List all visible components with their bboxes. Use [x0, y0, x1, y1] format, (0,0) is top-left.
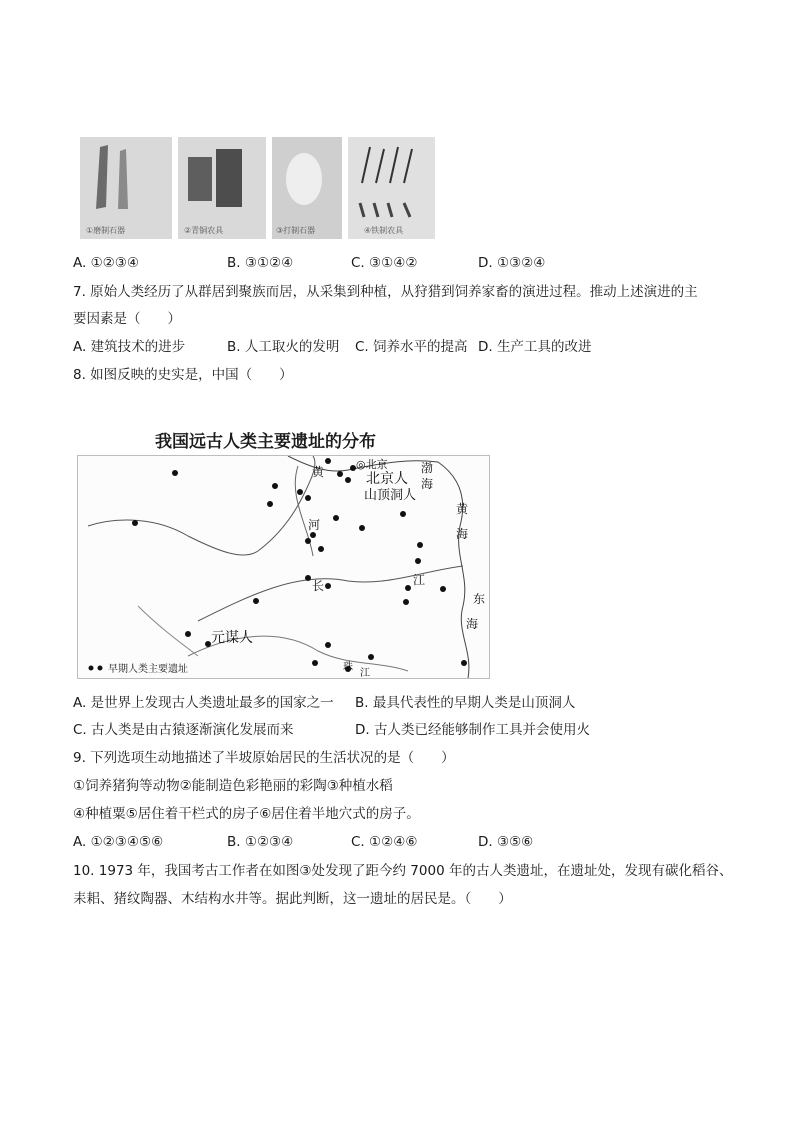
- yellow-sea-label-1: 黄: [456, 502, 469, 516]
- map-legend-label: 早期人类主要遗址: [108, 664, 188, 675]
- q6-option-d[interactable]: D. ①③②④: [478, 255, 546, 271]
- caption-3: ③打制石器: [276, 226, 316, 235]
- yellow-river-label-2: 河: [308, 518, 321, 532]
- q8-option-c[interactable]: C. 古人类是由古猿逐渐演化发展而来: [73, 722, 294, 738]
- yangtze-label-1: 长: [312, 579, 325, 593]
- q7-stem-line1: 7. 原始人类经历了从群居到聚族而居，从采集到种植，从狩猎到饲养家畜的演进过程。推动上述演进的主: [73, 284, 698, 300]
- q8-stem: 8. 如图反映的史实是，中国（ ）: [73, 367, 293, 383]
- yangtze-label-2: 江: [413, 573, 426, 587]
- q7-option-a[interactable]: A. 建筑技术的进步: [73, 339, 186, 355]
- q9-statements-line1: ①饲养猪狗等动物②能制造色彩艳丽的彩陶③种植水稻: [73, 778, 393, 794]
- peking-man-label: 北京人: [366, 471, 408, 487]
- q9-option-b[interactable]: B. ①②③④: [227, 834, 294, 850]
- q7-option-b[interactable]: B. 人工取火的发明: [227, 339, 340, 355]
- q6-option-a[interactable]: A. ①②③④: [73, 255, 139, 271]
- q8-option-a[interactable]: A. 是世界上发现古人类遗址最多的国家之一: [73, 695, 334, 711]
- q7-stem-line2: 要因素是（ ）: [73, 311, 181, 327]
- q9-option-a[interactable]: A. ①②③④⑤⑥: [73, 834, 164, 850]
- map-title: 我国远古人类主要遗址的分布: [155, 432, 376, 452]
- china-outline-map: [78, 456, 489, 678]
- beijing-label: ◎北京: [356, 458, 388, 471]
- east-sea-label-2: 海: [466, 617, 479, 631]
- q9-statements-line2: ④种植粟⑤居住着干栏式的房子⑥居住着半地穴式的房子。: [73, 806, 420, 822]
- q8-option-b[interactable]: B. 最具代表性的早期人类是山顶洞人: [355, 695, 576, 711]
- q9-stem: 9. 下列选项生动地描述了半坡原始居民的生活状况的是（ ）: [73, 750, 455, 766]
- bronze-hoe-icon: [178, 137, 266, 239]
- prehistoric-sites-map: [77, 455, 490, 679]
- bronze-tool-image: [178, 137, 266, 239]
- chipped-stone-icon: [272, 137, 342, 239]
- q8-option-d[interactable]: D. 古人类已经能够制作工具并会使用火: [355, 722, 590, 738]
- q10-stem-line2: 耒耜、猪纹陶器、木结构水井等。据此判断，这一遗址的居民是。（ ）: [73, 891, 512, 907]
- polished-stone-tool-image: [80, 137, 172, 239]
- bohai-label-1: 渤: [421, 461, 434, 475]
- q9-option-d[interactable]: D. ③⑤⑥: [478, 834, 534, 850]
- iron-tools-icon: [348, 137, 435, 239]
- q6-option-b[interactable]: B. ③①②④: [227, 255, 294, 271]
- tools-photo-strip: [80, 137, 435, 239]
- east-sea-label-1: 东: [473, 592, 486, 606]
- yuanmou-man-label: 元谋人: [211, 630, 253, 646]
- q7-option-c[interactable]: C. 饲养水平的提高: [355, 339, 468, 355]
- chipped-stone-tool-image: [272, 137, 342, 239]
- caption-2: ②青铜农具: [184, 226, 224, 235]
- bohai-label-2: 海: [421, 477, 434, 491]
- caption-4: ④铁制农具: [364, 226, 404, 235]
- q9-option-c[interactable]: C. ①②④⑥: [351, 834, 418, 850]
- q6-option-c[interactable]: C. ③①④②: [351, 255, 418, 271]
- pearl-river-label-1: 珠: [343, 662, 353, 673]
- upper-cave-man-label: 山顶洞人: [364, 488, 417, 503]
- stone-blade-icon: [80, 137, 172, 239]
- yellow-river-label-1: 黄: [312, 465, 325, 479]
- q7-option-d[interactable]: D. 生产工具的改进: [478, 339, 592, 355]
- iron-tool-image: [348, 137, 435, 239]
- caption-1: ①磨制石器: [86, 226, 126, 235]
- pearl-river-label-2: 江: [360, 668, 370, 678]
- q10-stem-line1: 10. 1973 年，我国考古工作者在如图③处发现了距今约 7000 年的古人类遗址，在遗址处，发现有碳化稻谷、: [73, 863, 733, 879]
- yellow-sea-label-2: 海: [456, 527, 469, 541]
